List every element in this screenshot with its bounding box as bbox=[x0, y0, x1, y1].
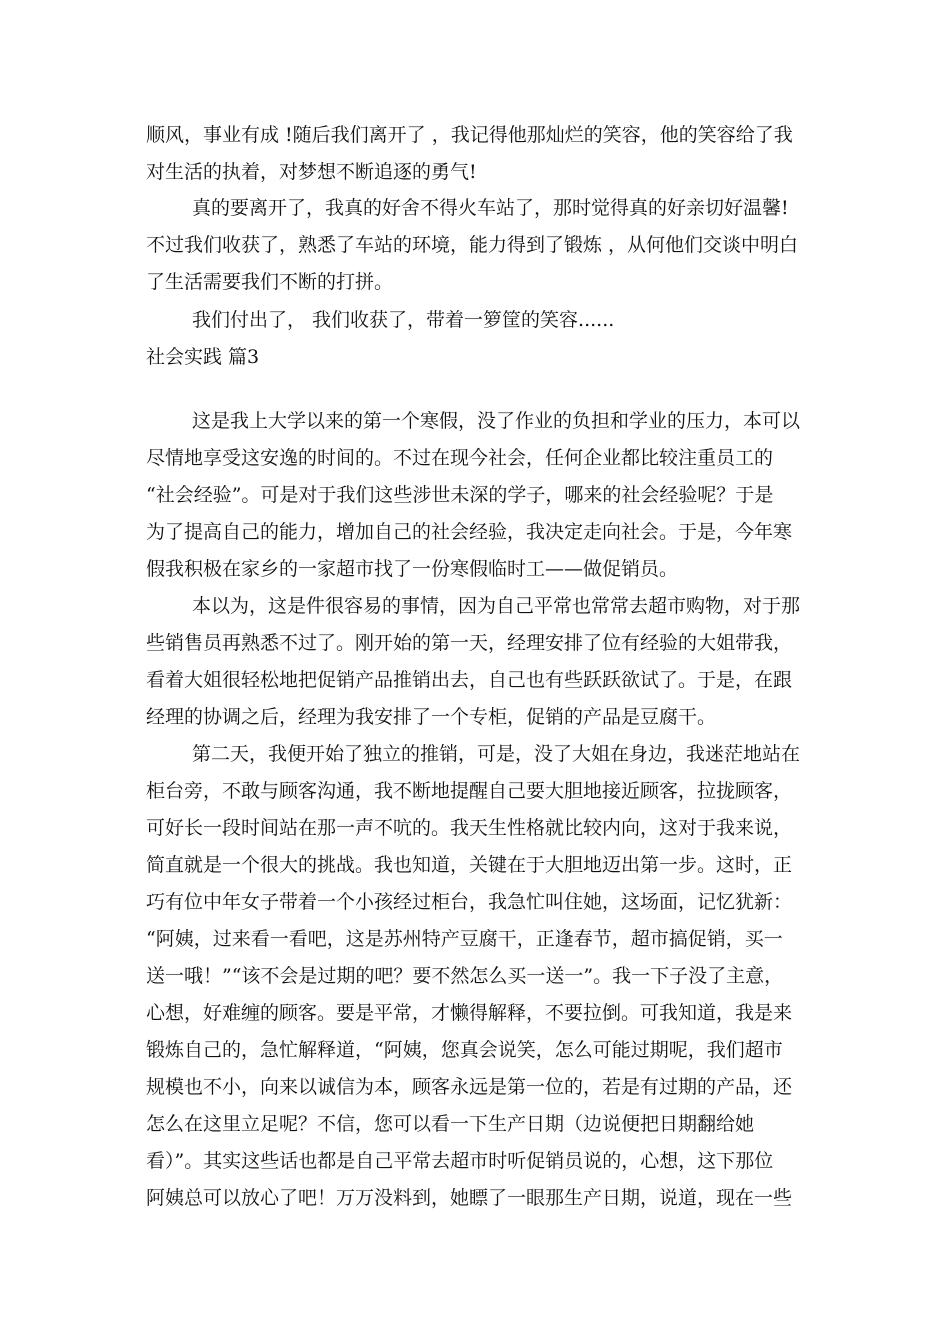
text-line: 可好长一段时间站在那一声不吭的。我天生性格就比较内向，这对于我来说， bbox=[146, 817, 793, 839]
paragraph-first-line: 我们付出了， 我们收获了，带着一箩筐的笑容...... bbox=[192, 309, 615, 331]
text-line: 看着大姐很轻松地把促销产品推销出去，自己也有些跃跃欲试了。于是，在跟 bbox=[146, 669, 793, 691]
text-line: 心想，好难缠的顾客。要是平常，才懒得解释，不要拉倒。可我知道，我是来 bbox=[146, 1002, 793, 1024]
text-line: “阿姨，过来看一看吧，这是苏州特产豆腐干，正逢春节，超市搞促销，买一 bbox=[146, 928, 783, 950]
paragraph-first-line: 本以为，这是件很容易的事情，因为自己平常也常常去超市购物，对于那 bbox=[192, 595, 801, 617]
text-line: 顺风，事业有成 !随后我们离开了 ，我记得他那灿烂的笑容，他的笑容给了我 bbox=[146, 124, 793, 146]
text-line: 巧有位中年女子带着一个小孩经过柜台，我急忙叫住她，这场面，记忆犹新： bbox=[146, 891, 793, 913]
text-line: 简直就是一个很大的挑战。我也知道，关键在于大胆地迈出第一步。这时，正 bbox=[146, 854, 793, 876]
section-heading: 社会实践 篇3 bbox=[146, 346, 260, 368]
text-line: 阿姨总可以放心了吧！万万没料到，她瞟了一眼那生产日期，说道，现在一些 bbox=[146, 1187, 793, 1209]
text-line: 为了提高自己的能力，增加自己的社会经验，我决定走向社会。于是，今年寒 bbox=[146, 521, 793, 543]
text-line: 怎么在这里立足呢？不信，您可以看一下生产日期（边说便把日期翻给她 bbox=[146, 1113, 755, 1135]
text-line: 对生活的执着，对梦想不断追逐的勇气! bbox=[146, 161, 477, 183]
paragraph-first-line: 这是我上大学以来的第一个寒假，没了作业的负担和学业的压力，本可以 bbox=[192, 410, 801, 432]
text-line: “社会经验”。可是对于我们这些涉世未深的学子，哪来的社会经验呢？于是 bbox=[146, 484, 774, 506]
text-line: 经理的协调之后，经理为我安排了一个专柜，促销的产品是豆腐干。 bbox=[146, 706, 717, 728]
text-line: 尽情地享受这安逸的时间的。不过在现今社会，任何企业都比较注重员工的 bbox=[146, 447, 774, 469]
text-line: 了生活需要我们不断的打拼。 bbox=[146, 271, 394, 293]
text-line: 假我积极在家乡的一家超市找了一份寒假临时工——做促销员。 bbox=[146, 558, 679, 580]
text-line: 锻炼自己的，急忙解释道，“阿姨，您真会说笑，怎么可能过期呢，我们超市 bbox=[146, 1039, 783, 1061]
paragraph-first-line: 真的要离开了，我真的好舍不得火车站了，那时觉得真的好亲切好温馨! bbox=[192, 197, 789, 219]
text-line: 些销售员再熟悉不过了。刚开始的第一天，经理安排了位有经验的大姐带我， bbox=[146, 632, 793, 654]
text-line: 柜台旁，不敢与顾客沟通，我不断地提醒自己要大胆地接近顾客，拉拢顾客， bbox=[146, 780, 793, 802]
paragraph-first-line: 第二天，我便开始了独立的推销，可是，没了大姐在身边，我迷茫地站在 bbox=[192, 743, 801, 765]
text-line: 看）”。其实这些话也都是自己平常去超市时听促销员说的，心想，这下那位 bbox=[146, 1150, 774, 1172]
text-line: 不过我们收获了，熟悉了车站的环境，能力得到了锻炼 ，从何他们交谈中明白 bbox=[146, 234, 799, 256]
text-line: 送一哦！”“该不会是过期的吧？要不然怎么买一送一”。我一下子没了主意， bbox=[146, 965, 784, 987]
text-line: 规模也不小，向来以诚信为本，顾客永远是第一位的，若是有过期的产品，还 bbox=[146, 1076, 793, 1098]
